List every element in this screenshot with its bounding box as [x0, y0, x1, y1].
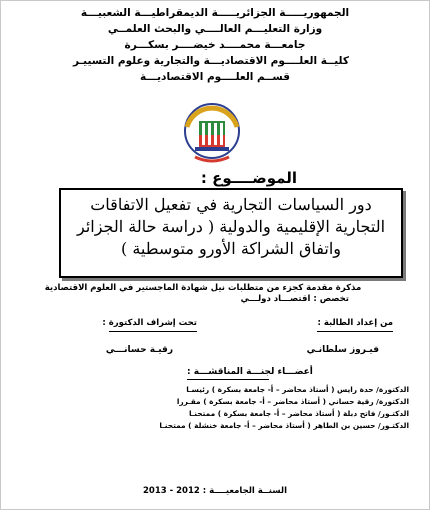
student-name: فيـروز سلطانـي: [306, 345, 379, 355]
supervisor-label-underline: [109, 331, 197, 332]
thesis-title: دور السياسات التجارية في تفعيل الاتفاقات التجارية الإقليمية والدولية ( دراسة حالة الجزائر واتفاق الشراكة الأورو متوسطية ): [76, 195, 386, 258]
supervisor-name: رقيـة حسانـــي: [105, 345, 173, 355]
supervisor-label: تحت إشراف الدكتورة :: [102, 318, 197, 328]
committee-list: [159, 384, 409, 432]
committee-heading: أعضـــاء لجنـــة المناقشـــة :: [187, 367, 313, 377]
memo-statement: مذكرة مقدمة كجزء من متطلبات نيل شهادة الماجستير في العلوم الاقتصادية: [44, 283, 362, 293]
student-label: من إعداد الطالبة :: [317, 318, 393, 328]
committee-member: الدكتورة/ رقية حساني ( أستاذ محاضر – أ- جامعة بسكرة ) مقـررا: [176, 397, 409, 406]
committee-heading-underline: [187, 379, 269, 380]
academic-year: السنــة الجامعيــــة : 2012 - 2013: [143, 486, 287, 496]
header-university: جامعـــة محمــــد خيضــــر بسكـــرة: [124, 39, 306, 51]
committee-member: الدكتـور/ حسين بن الطاهر ( أستاذ محاضر – أ- جامعة خنشلة ) ممتحنـا: [159, 421, 409, 430]
subject-label: الموضــــوع :: [200, 169, 297, 187]
committee-member: الدكتورة/ حدة رايس ( أستاذ محاضر – أ- جامعة بسكرة ) رئيسـا: [186, 385, 409, 394]
memo-specialization: تخصص : اقتصـــاد دولـــي: [240, 294, 349, 304]
university-logo: [177, 101, 247, 167]
institution-header: [1, 5, 429, 85]
committee-member: الدكتـور/ فاتح دبلة ( أستاذ محاضر – أ- جامعة بسكرة ) ممتحنـا: [188, 409, 409, 418]
student-label-underline: [317, 331, 393, 332]
thesis-title-box: [59, 188, 403, 278]
header-republic: الجمهوريـــــة الجزائريـــــة الديمقراطيـــة الشعبيـــة: [80, 7, 350, 19]
memo-block: [13, 283, 393, 305]
header-department: قســم العلــــوم الاقتصاديـــة: [139, 71, 290, 83]
header-ministry: وزارة التعليـــم العالــــي والبحث العلمــي: [107, 23, 323, 35]
header-faculty: كليــة العلــــوم الاقتصاديـــة والتجارية وعلوم التسييـر: [73, 55, 349, 67]
